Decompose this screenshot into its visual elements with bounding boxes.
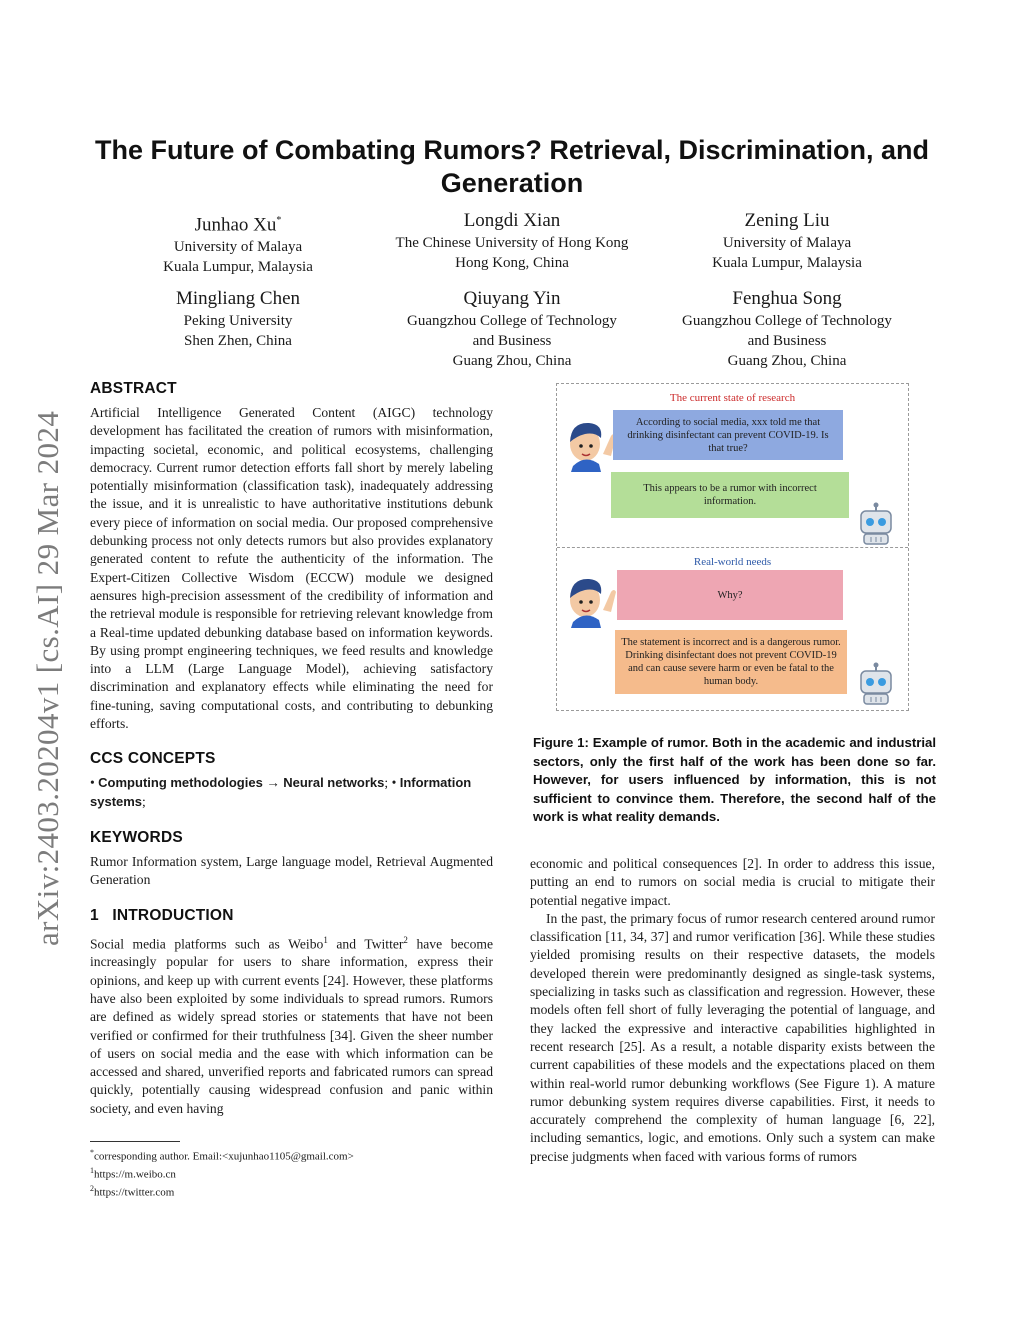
person-icon	[565, 570, 621, 628]
abstract-text: Artificial Intelligence Generated Content (AIGC) technology development has facilitated the creation of rumors with misinformation, impacting societal, economic, and political ecosystems, challenging democracy. Current rumor detection efforts fall short by merely labeling potentially misinformation (classification task), inadequately addressing the issue, and it is unrealistic to have authoritative institutions debunk every piece of information on social media. Our proposed comprehensive debunking process not only detects rumors but also provides explanatory generated content to refute the authenticity of the information. The Expert-Citizen Collective Wisdom (ECCW) module we designed aensures high-precision assessment of the credibility of information and the retrieval module is responsible for retrieving relevant knowledge from a Real-time updated debunking database based on information keywords. By using prompt engineering techniques, we feed results and knowledge into a LLM (Large Language Model), achieving satisfactory discrimination and explanatory effects while eliminating the need for fine-tuning, saving computational costs, and contributing to debunking efforts.	[90, 405, 493, 732]
author-affiliation: The Chinese University of Hong Kong	[395, 235, 629, 251]
panel-title-current: The current state of research	[669, 392, 796, 404]
author-location: Guang Zhou, China	[727, 353, 847, 369]
footnote-1: $^1$https://m.weibo.cn	[90, 1166, 176, 1181]
keywords-text: Rumor Information system, Large language model, Retrieval Augmented Generation	[90, 853, 493, 888]
footnote-link[interactable]: https://twitter.com	[94, 1186, 175, 1199]
author-location: Shen Zhen, China	[184, 333, 292, 349]
keywords-heading: KEYWORDS	[90, 828, 183, 846]
figure-caption: Figure 1: Example of rumor. Both in the academic and industrial sectors, only the first half of the work has been done so far. However, for users influenced by information, this is not sufficient to convince them. Therefore, the second half of the work is what reality demands.	[533, 735, 936, 824]
author-block	[647, 209, 927, 273]
author-affiliation-cont: and Business	[472, 333, 552, 349]
author-affiliation: Peking University	[183, 313, 293, 329]
ccs-term-neural: Neural networks	[283, 775, 385, 791]
section-title: INTRODUCTION	[112, 906, 234, 924]
footnote-2: $^2$https://twitter.com	[90, 1184, 175, 1199]
author-location: Guang Zhou, China	[452, 353, 572, 369]
author-affiliation: University of Malaya	[722, 235, 852, 251]
arrow-icon: →	[266, 775, 280, 791]
author-name: Junhao Xu*	[194, 214, 282, 236]
author-block	[98, 287, 378, 351]
question-bubble-2: Why?	[617, 570, 843, 620]
author-affiliation: Guangzhou College of Technology	[407, 313, 617, 329]
author-location: Kuala Lumpur, Malaysia	[712, 255, 862, 271]
intro-paragraph-2: In the past, the primary focus of rumor research centered around rumor classification [11, 34, 37] and rumor verification [36]. While these studies yielded promising results on their respective datasets, the models developed therein were predominantly designed as single-task systems, specializing in tasks such as classification and regression. However, these models often fell short of fully leveraging the potential of language, and they lacked the expressive and interactive capabilities highlighted in recent research [25]. As a result, a notable disparity exists between the current capabilities of these models and the expectations placed on them within real-world rumor debunking workflows (See Figure 1). A mature rumor debunking system requires diverse capabilities. First, it needs to accurately comprehend the complexity of human language [6, 22], including semantics, logic, and emotions. Only such a system can make precise judgments when faced with various forms of rumors	[530, 910, 935, 1164]
figure-divider	[557, 547, 908, 548]
author-name: Zening Liu	[744, 210, 830, 231]
answer-bubble-2: The statement is incorrect and is a dangerous rumor. Drinking disinfectant does not prevent COVID-19 and can cause severe harm or even be fatal to the human body.	[615, 630, 847, 694]
answer-bubble-1: This appears to be a rumor with incorrect information.	[611, 472, 849, 518]
question-bubble-1: According to social media, xxx told me that drinking disinfectant can prevent COVID-19. Is that true?	[613, 410, 843, 460]
footnotes	[90, 1141, 493, 1200]
author-name: Mingliang Chen	[175, 288, 301, 309]
right-column	[530, 855, 935, 1166]
author-block	[372, 287, 652, 371]
abstract-heading: ABSTRACT	[90, 380, 177, 397]
author-name: Fenghua Song	[732, 288, 842, 309]
footnote-corresponding: *corresponding author. Email:<xujunhao1105@gmail.com>	[90, 1148, 354, 1163]
footnote-rule	[90, 1141, 180, 1142]
author-name: Longdi Xian	[463, 210, 561, 231]
author-affiliation: Guangzhou College of Technology	[682, 313, 892, 329]
ccs-term-information: Information systems	[90, 775, 472, 809]
ccs-concepts: • Computing methodologies → Neural networks; • Information systems;	[90, 775, 472, 809]
intro-paragraph-1: Social media platforms such as Weibo$^1$ and Twitter$^2$ have become increasingly popular for users to share information, express their opinions, and keep up with current events [24]. However, these platforms have also been exploited by some individuals to spread rumors. Rumors are defined as widely spread stories or statements that have not been verified or confirmed for their truthfulness [34]. Given the sheer number of users on social media and the ease with which information can be accessed and shared, unverified reports and fabricated rumors can spread quickly, potentially causing widespread confusion and panic within society, and even having	[90, 934, 493, 1116]
author-block	[372, 209, 652, 273]
ccs-term-computing: Computing methodologies	[98, 775, 263, 791]
panel-title-needs: Real-world needs	[693, 556, 772, 568]
figure-1	[556, 383, 909, 711]
author-affiliation-cont: and Business	[747, 333, 827, 349]
arxiv-identifier-stamp[interactable]: arXiv:2403.20204v1 [cs.AI] 29 Mar 2024	[30, 410, 65, 946]
author-name: Qiuyang Yin	[463, 288, 561, 309]
author-affiliation: University of Malaya	[173, 239, 303, 256]
section-number: 1	[90, 906, 99, 924]
footnote-ref[interactable]: 2	[403, 934, 408, 945]
intro-paragraph-1-continued: economic and political consequences [2]. In order to address this issue, putting an end to rumors on social media is crucial to mitigate their potential negative impact.	[530, 856, 935, 908]
ccs-heading: CCS CONCEPTS	[90, 750, 216, 768]
author-location: Kuala Lumpur, Malaysia	[163, 259, 313, 276]
footnote-ref[interactable]: 1	[323, 934, 328, 945]
intro-heading	[90, 907, 493, 925]
paper-title: The Future of Combating Rumors? Retrieval, Discrimination, and Generation	[94, 135, 930, 198]
footnote-link[interactable]: https://m.weibo.cn	[94, 1168, 176, 1181]
author-block	[647, 287, 927, 371]
author-block	[98, 209, 378, 277]
left-column	[90, 380, 493, 1118]
robot-icon	[855, 502, 897, 546]
author-location: Hong Kong, China	[455, 255, 569, 271]
robot-icon	[855, 662, 897, 706]
